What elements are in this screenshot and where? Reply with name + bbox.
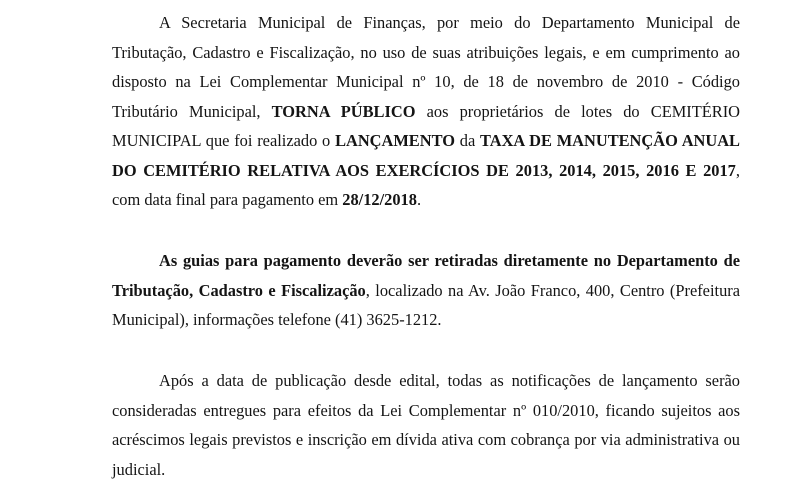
- p1-bold-torna-publico: TORNA PÚBLICO: [271, 101, 416, 121]
- p3-text-1: Após a data de publicação desde edital, todas as notificações de lançamento serão consideradas entregues para efeitos da Lei Complementar nº 010/2010, ficando sujeitos aos acréscimos legais previstos e inscrição em dívida ativa com cobrança por via administrativa ou judicial.: [112, 371, 740, 479]
- p2-bold-guias: As guias para pagamento deverão ser retiradas diretamente no Departamento de Tributação, Cadastro e Fiscalização: [112, 251, 740, 300]
- p1-bold-taxa: TAXA DE MANUTENÇÃO ANUAL DO CEMITÉRIO RELATIVA AOS EXERCÍCIOS DE 2013, 2014, 2015, 2016 E 2017: [112, 131, 740, 180]
- notice-paragraph-3: [112, 366, 740, 484]
- notice-paragraph-2: [112, 246, 740, 335]
- p1-text-4: , com data final para pagamento em: [112, 160, 740, 209]
- p1-bold-date: 28/12/2018: [342, 190, 417, 209]
- p2-text-1: , localizado na Av. João Franco, 400, Centro (Prefeitura Municipal), informações telefone (41) 3625-1212.: [112, 280, 740, 329]
- notice-paragraph-1: [112, 8, 740, 215]
- p1-text-1: A Secretaria Municipal de Finanças, por meio do Departamento Municipal de Tributação, Cadastro e Fiscalização, no uso de suas atribuições legais, e em cumprimento ao disposto na Lei Complementar Municipal nº 10, de 18 de novembro de 2010 - Código Tributário Municipal,: [112, 13, 740, 121]
- p1-text-3: da: [454, 131, 481, 150]
- p1-text-2: aos proprietários de lotes do CEMITÉRIO MUNICIPAL que foi realizado o: [112, 101, 740, 150]
- p1-text-5: .: [416, 190, 422, 209]
- p1-bold-lancamento: LANÇAMENTO: [335, 131, 455, 150]
